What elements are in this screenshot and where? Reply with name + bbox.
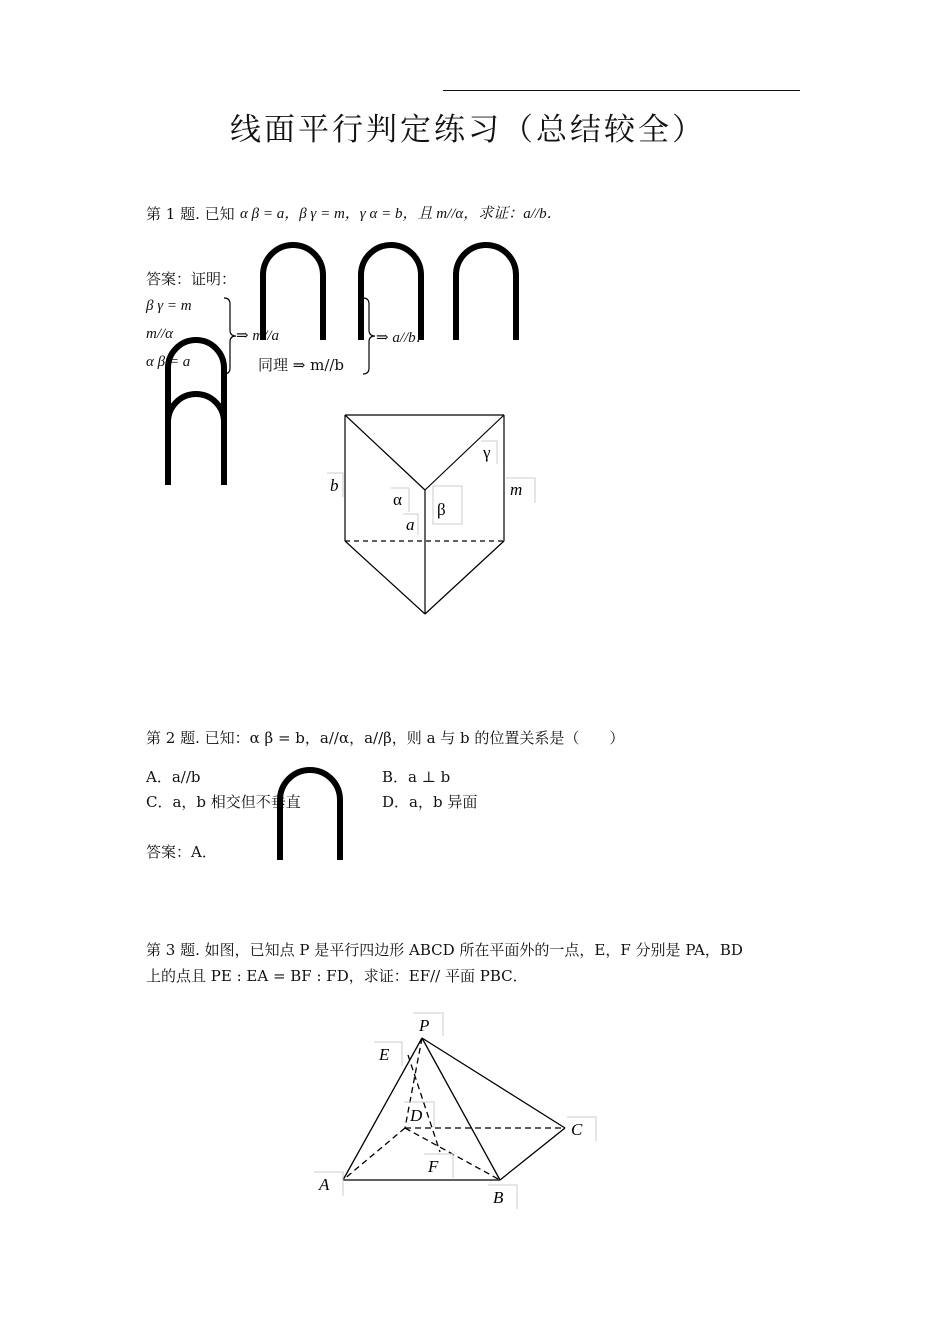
label-a: a xyxy=(406,515,415,534)
q3-pyramid-figure xyxy=(343,1038,565,1180)
arch-glyph xyxy=(168,340,224,430)
q2-option-d: D．a，b 异面 xyxy=(382,793,478,811)
q2-option-a: A．a//b xyxy=(146,768,201,786)
page-title: 线面平行判定练习（总结较全） xyxy=(230,112,706,148)
q1-proof-mid1: ⇒ m//a xyxy=(236,328,279,344)
arch-glyph xyxy=(263,245,323,340)
q1-statement: α β = a，β γ = m，γ α = b，且 m//α，求证：a//b． xyxy=(240,206,562,222)
label-beta: β xyxy=(437,500,446,519)
brace-right xyxy=(363,298,375,374)
q2-option-c: C．a，b 相交但不垂直 xyxy=(146,793,301,811)
proof-braces xyxy=(224,298,375,374)
arch-glyph xyxy=(280,770,340,860)
label-B: B xyxy=(493,1188,504,1207)
q2-option-b: B．a ⊥ b xyxy=(382,768,451,786)
q1-proof-line3: α β = a xyxy=(146,354,191,370)
arch-glyph xyxy=(168,394,224,485)
arch-artifacts xyxy=(168,245,516,860)
q3-statement-line1: 第 3 题. 如图，已知点 P 是平行四边形 ABCD 所在平面外的一点，E，F 分别是 PA，BD xyxy=(146,941,743,959)
q3-statement-line2: 上的点且 PE : EA = BF : FD，求证：EF// 平面 PBC． xyxy=(146,967,528,985)
q2-answer: 答案：A． xyxy=(146,843,217,861)
q3-hidden-edges xyxy=(343,1038,565,1180)
q1-prefix: 第 1 题. 已知 xyxy=(146,205,235,223)
label-A: A xyxy=(319,1175,330,1194)
q1-proof-line1: β γ = m xyxy=(146,298,192,314)
q1-answer-label: 答案：证明： xyxy=(146,270,237,288)
label-D: D xyxy=(410,1106,423,1125)
label-alpha: α xyxy=(393,490,402,509)
q1-proof-conclusion: ⇒ a//b． xyxy=(376,330,431,346)
q1-proof-line2: m//α xyxy=(146,326,174,342)
label-m: m xyxy=(510,480,523,499)
label-F: F xyxy=(428,1157,439,1176)
label-b: b xyxy=(330,476,339,495)
q3-figure-labels xyxy=(318,1016,583,1207)
q2-statement: 第 2 题. 已知：α β = b，a//α，a//β，则 a 与 b 的位置关系是（ ） xyxy=(146,729,625,747)
q1-proof-mid2: 同理 ⇒ m//b xyxy=(258,356,345,374)
label-P: P xyxy=(419,1016,430,1035)
arch-glyph xyxy=(361,245,421,340)
arch-glyph xyxy=(456,245,516,340)
label-gamma: γ xyxy=(483,443,491,462)
label-E: E xyxy=(379,1045,390,1064)
q1-prism-figure xyxy=(345,415,504,614)
label-C: C xyxy=(571,1120,583,1139)
